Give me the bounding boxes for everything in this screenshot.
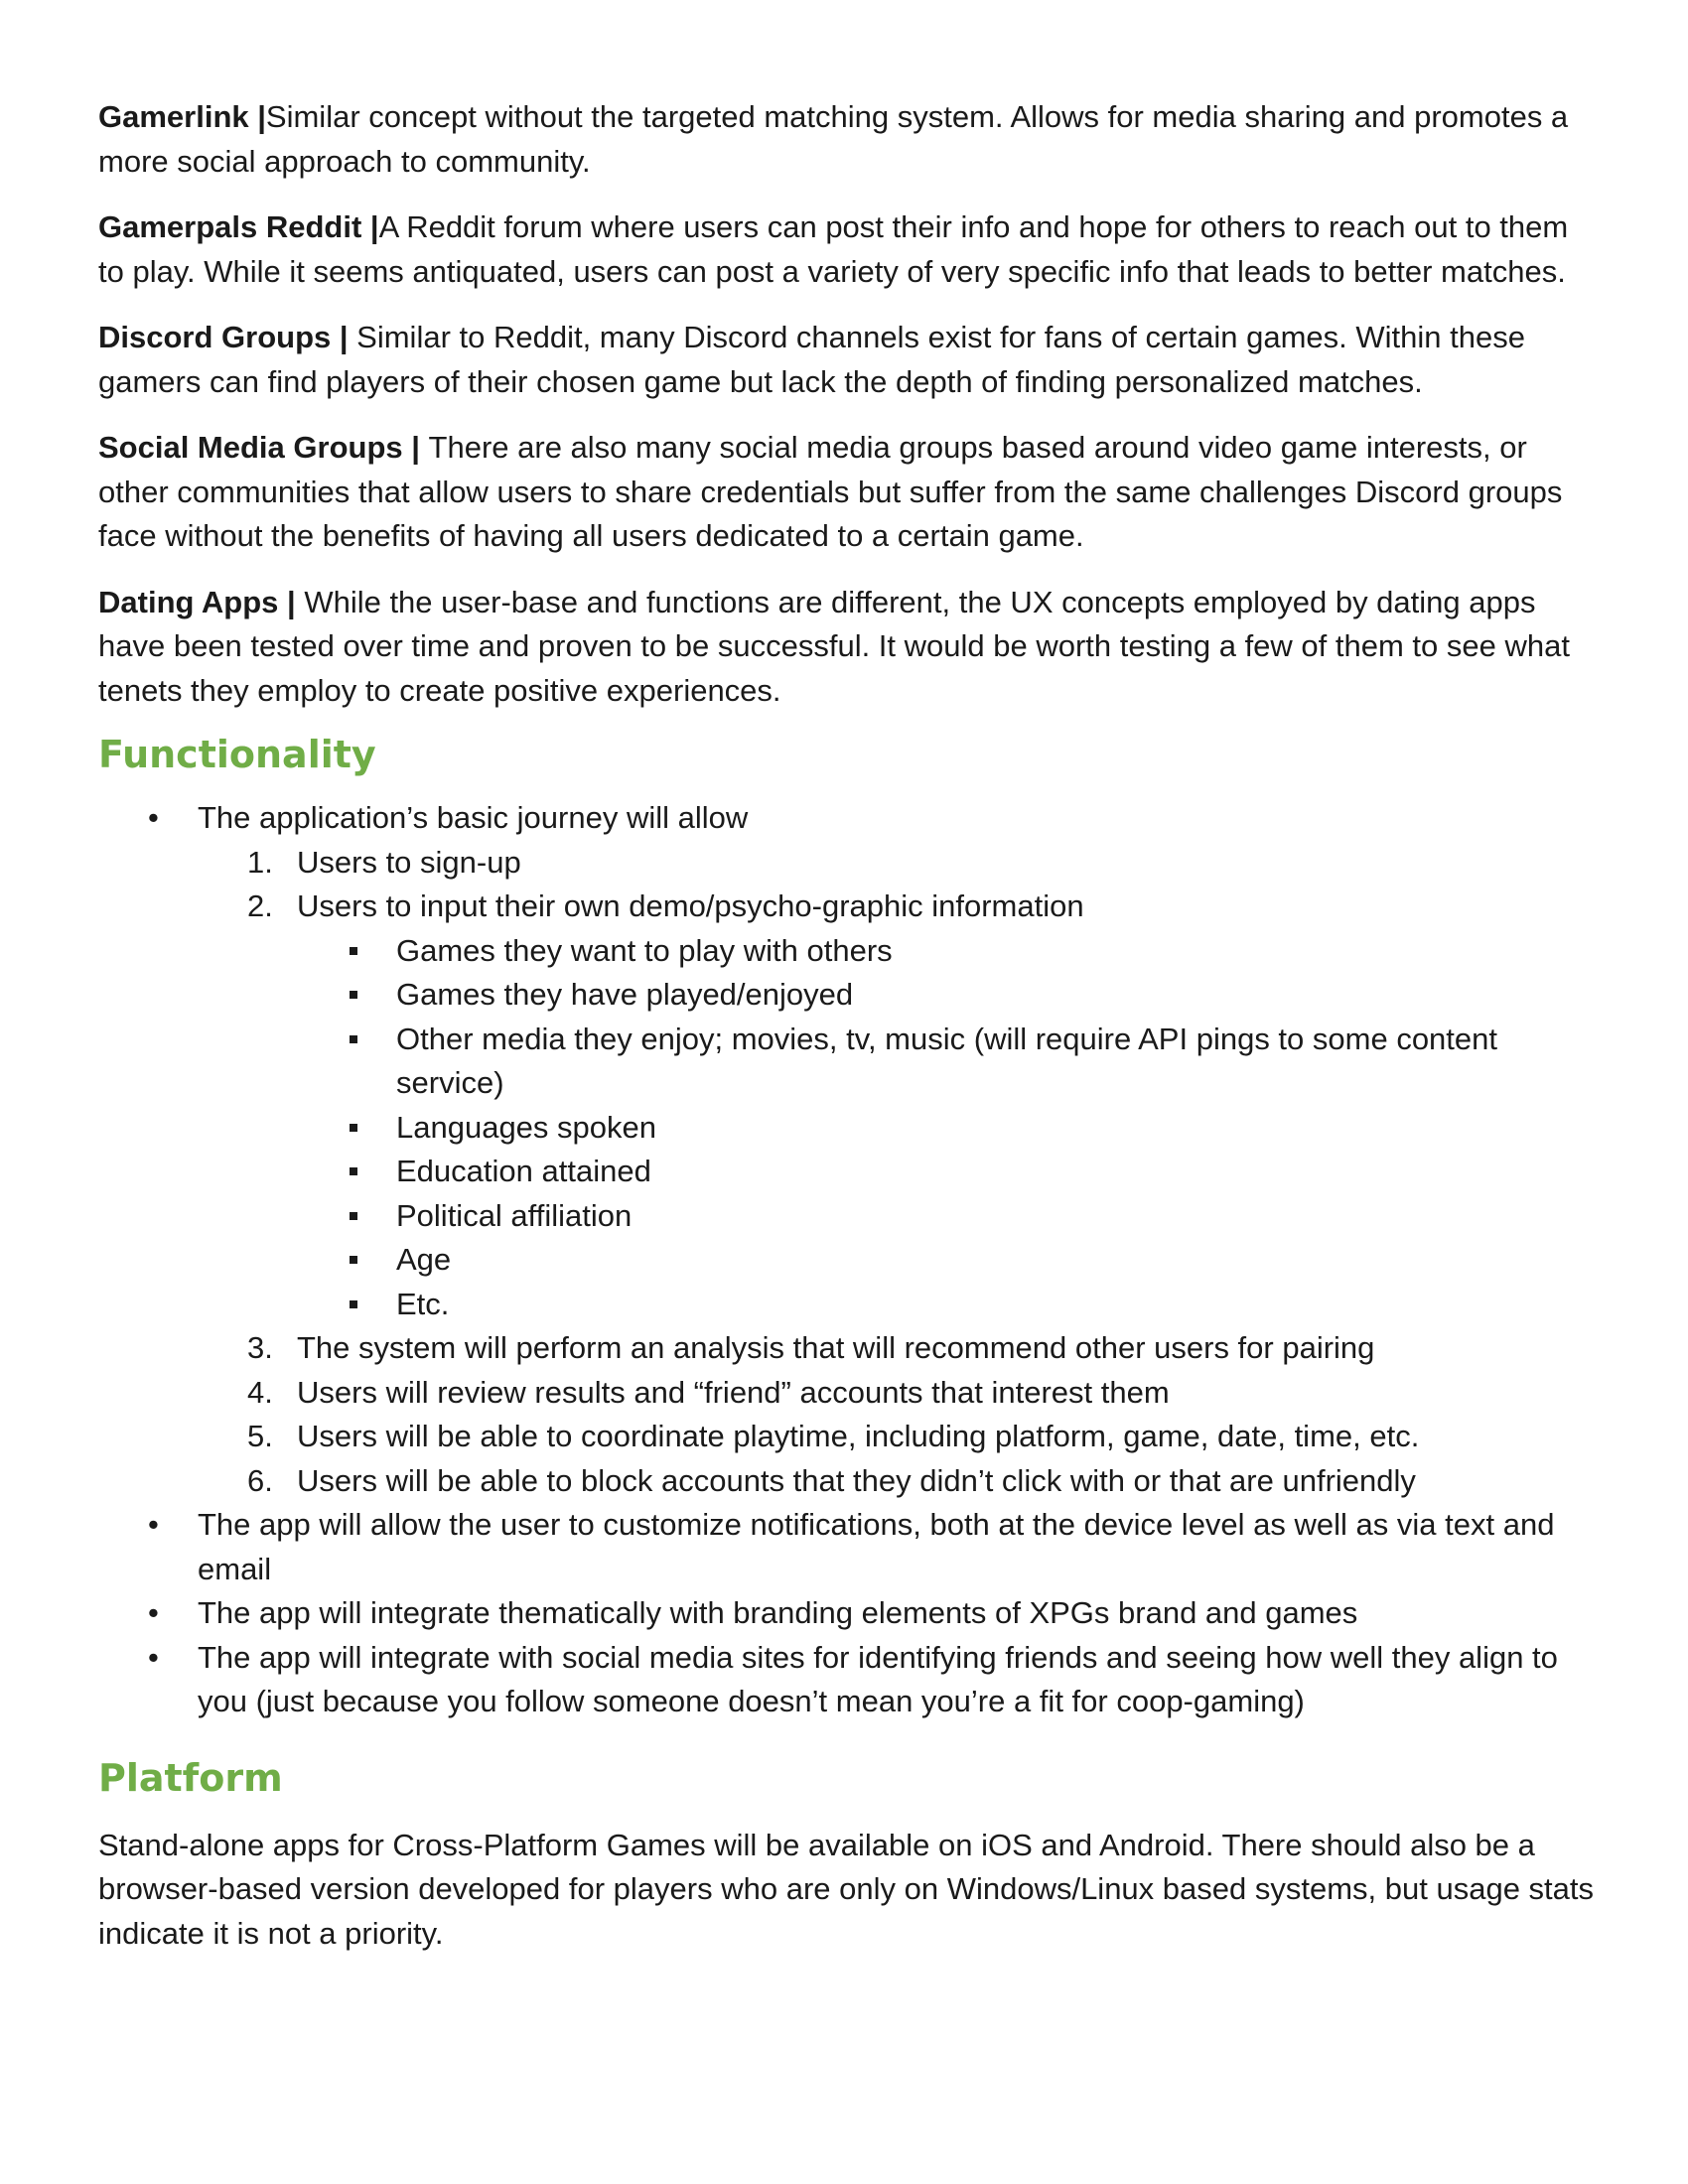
list-item	[98, 1636, 1598, 1724]
attribute-text: Games they want to play with others	[396, 932, 893, 968]
list-item	[297, 929, 1598, 974]
profile-attributes	[297, 929, 1598, 1327]
journey-step	[198, 1415, 1598, 1459]
competitor-name: Gamerlink	[98, 99, 249, 134]
attribute-text: Etc.	[396, 1286, 450, 1321]
bullet-icon: •	[148, 1595, 159, 1630]
functionality-heading: Functionality	[98, 733, 376, 776]
list-item	[297, 1283, 1598, 1327]
step-number: 5.	[247, 1419, 273, 1453]
attribute-text: Other media they enjoy; movies, tv, music (will require API pings to some content service)	[396, 1021, 1498, 1100]
competitor-description: A Reddit forum where users can post their info and hope for others to reach out to them to play. While it seems antiquated, users can post a variety of very specific info that leads to better matches.	[98, 209, 1569, 289]
competitor-gamerpals-reddit	[98, 205, 1598, 294]
list-item	[297, 1238, 1598, 1283]
list-item	[297, 973, 1598, 1018]
step-number: 6.	[247, 1462, 273, 1498]
square-bullet-icon	[350, 1300, 357, 1308]
competitor-separator: |	[331, 320, 357, 354]
competitor-name: Social Media Groups	[98, 430, 403, 465]
competitor-description: While the user-base and functions are different, the UX concepts employed by dating apps have been tested over time and proven to be successful. It would be worth testing a few of them to see what tenets they employ to create positive experiences.	[98, 584, 1570, 708]
list-item	[98, 796, 1598, 1503]
step-text: Users will be able to block accounts that they didn’t click with or that are unfriendly	[297, 1462, 1416, 1498]
list-item	[297, 1106, 1598, 1151]
bullet-text: The app will integrate thematically with branding elements of XPGs brand and games	[198, 1595, 1358, 1630]
competitor-name: Gamerpals Reddit	[98, 209, 362, 244]
competitor-separator: |	[402, 430, 429, 465]
competitor-name: Discord Groups	[98, 320, 332, 354]
square-bullet-icon	[350, 1124, 357, 1132]
journey-step	[198, 841, 1598, 886]
functionality-list	[98, 796, 1598, 1724]
list-item	[297, 1150, 1598, 1194]
competitor-description: There are also many social media groups based around video game interests, or other communities that allow users to share credentials but suffer from the same challenges Discord groups face without the benefits of having all users dedicated to a certain game.	[98, 430, 1563, 553]
square-bullet-icon	[350, 1035, 357, 1043]
step-text: Users to input their own demo/psycho-graphic information	[297, 888, 1084, 923]
competitor-social-media-groups	[98, 426, 1598, 559]
step-number: 1.	[247, 844, 273, 880]
bullet-icon: •	[148, 1507, 159, 1542]
competitor-description: Similar to Reddit, many Discord channels exist for fans of certain games. Within these gamers can find players of their chosen game but lack the depth of finding personalized matches.	[98, 320, 1525, 399]
square-bullet-icon	[350, 1212, 357, 1220]
list-item	[297, 1018, 1598, 1106]
competitor-name: Dating Apps	[98, 584, 279, 619]
platform-heading: Platform	[98, 1755, 283, 1800]
journey-step	[198, 1371, 1598, 1416]
attribute-text: Languages spoken	[396, 1109, 657, 1145]
competitor-separator: |	[278, 584, 305, 619]
bullet-icon: •	[148, 1639, 159, 1675]
list-item	[297, 1194, 1598, 1239]
journey-steps	[198, 841, 1598, 1504]
step-number: 3.	[247, 1330, 273, 1365]
list-item	[98, 1591, 1598, 1636]
bullet-icon: •	[148, 800, 159, 835]
square-bullet-icon	[350, 947, 357, 955]
journey-step	[198, 885, 1598, 1326]
step-number: 2.	[247, 888, 273, 923]
journey-step	[198, 1459, 1598, 1504]
attribute-text: Education attained	[396, 1154, 651, 1188]
square-bullet-icon	[350, 1256, 357, 1264]
attribute-text: Age	[396, 1242, 452, 1277]
journey-intro: The application’s basic journey will allow	[198, 800, 749, 835]
bullet-text: The app will allow the user to customize notifications, both at the device level as well as via text and email	[198, 1507, 1555, 1586]
bullet-text: The app will integrate with social media sites for identifying friends and seeing how well they align to you (just because you follow someone doesn’t mean you’re a fit for coop-gaming)	[198, 1639, 1558, 1718]
attribute-text: Games they have played/enjoyed	[396, 977, 854, 1012]
competitor-dating-apps	[98, 581, 1598, 714]
step-text: The system will perform an analysis that will recommend other users for pairing	[297, 1330, 1375, 1365]
step-number: 4.	[247, 1374, 273, 1410]
journey-step	[198, 1326, 1598, 1371]
step-text: Users will be able to coordinate playtime, including platform, game, date, time, etc.	[297, 1419, 1420, 1453]
competitor-separator: |	[361, 209, 379, 244]
platform-paragraph: Stand-alone apps for Cross-Platform Games will be available on iOS and Android. There should also be a browser-based version developed for players who are only on Windows/Linux based systems, but usage stats indicate it is not a priority.	[98, 1827, 1595, 1951]
step-text: Users will review results and “friend” accounts that interest them	[297, 1374, 1170, 1410]
attribute-text: Political affiliation	[396, 1197, 633, 1233]
list-item	[98, 1503, 1598, 1591]
document-page	[98, 95, 1598, 1956]
competitor-separator: |	[248, 99, 266, 134]
square-bullet-icon	[350, 1167, 357, 1175]
competitor-discord-groups	[98, 316, 1598, 404]
competitor-gamerlink	[98, 95, 1598, 184]
step-text: Users to sign-up	[297, 844, 521, 880]
competitor-description: Similar concept without the targeted matching system. Allows for media sharing and promotes a more social approach to community.	[98, 99, 1569, 179]
square-bullet-icon	[350, 991, 357, 999]
